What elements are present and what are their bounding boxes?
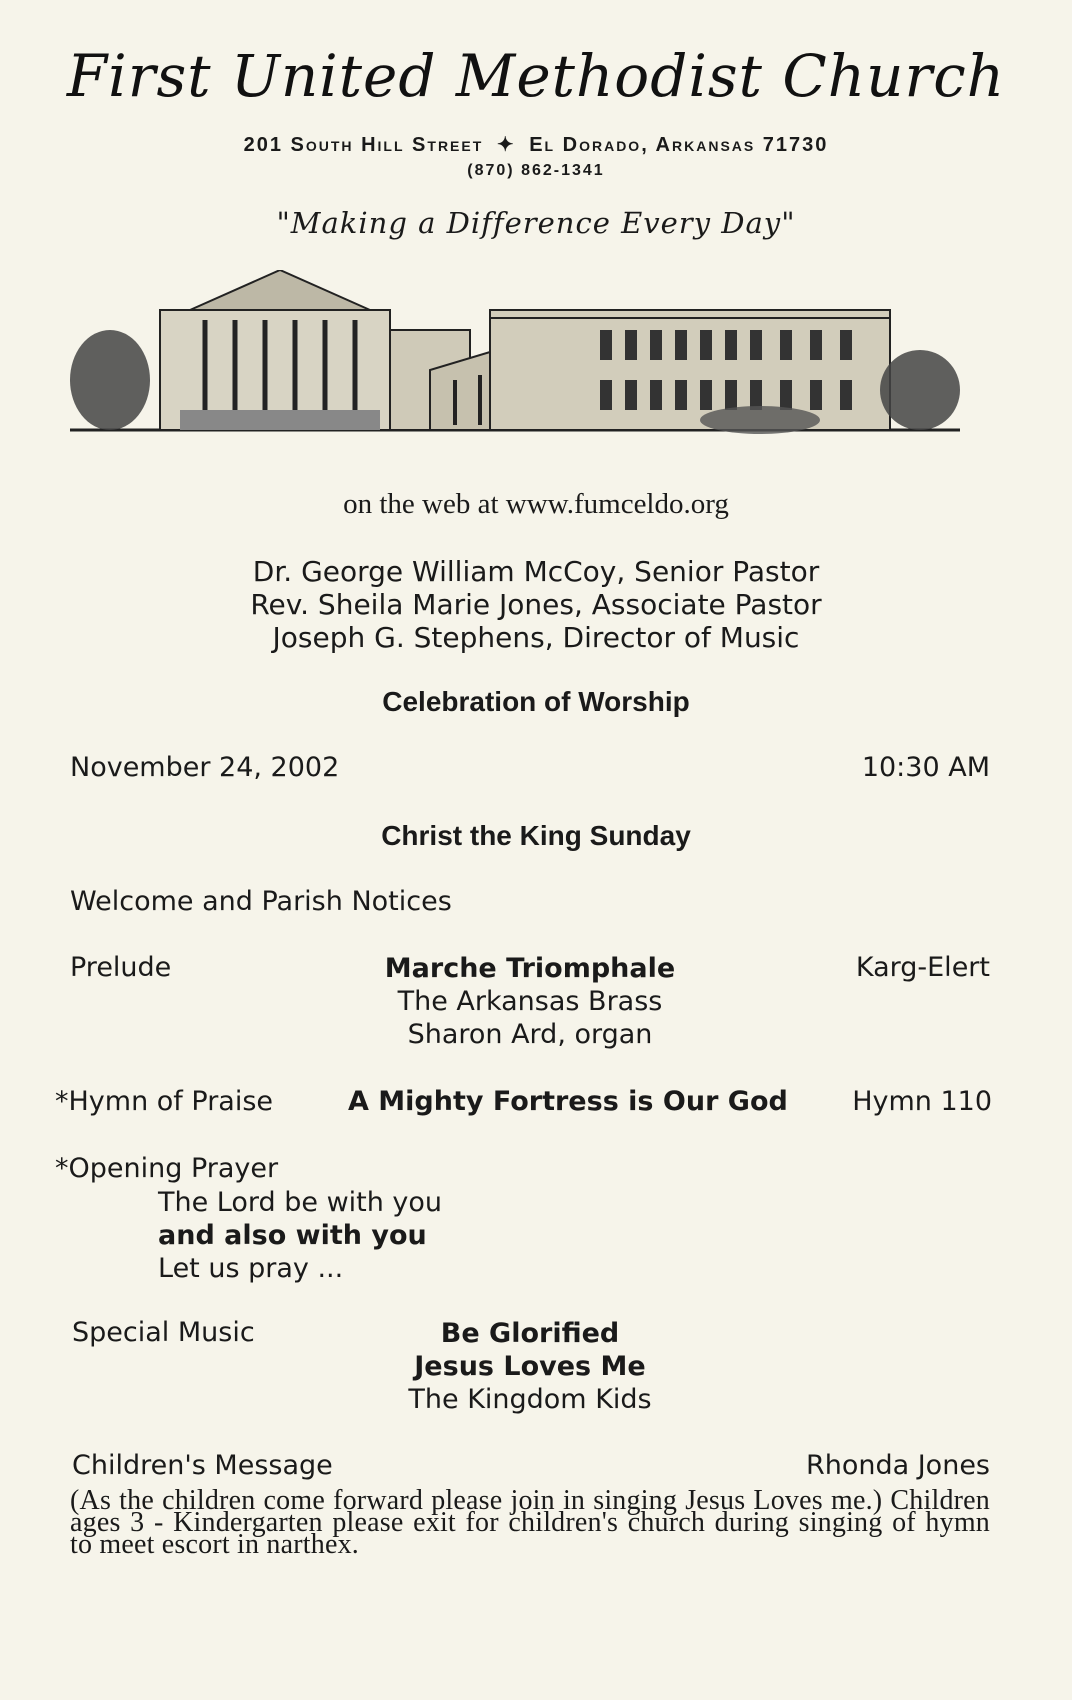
childrens-message-note: (As the children come forward please join in singing Jesus Loves me.) Children ages 3 - Kindergarten please exit for children's church during singing of hymn to meet escort in narthex. — [70, 1485, 990, 1560]
childrens-message-leader: Rhonda Jones — [805, 1450, 990, 1481]
prayer-responses — [158, 1186, 442, 1285]
service-title: Celebration of Worship — [382, 686, 690, 717]
prelude-details — [330, 952, 730, 1051]
church-address — [0, 132, 1072, 157]
staff-senior-pastor: Dr. George William McCoy, Senior Pastor — [252, 555, 820, 588]
staff-music-director: Joseph G. Stephens, Director of Music — [272, 621, 800, 654]
prelude-composer: Karg-Elert — [855, 952, 990, 983]
special-music-performer: The Kingdom Kids — [408, 1384, 652, 1415]
prayer-line-2: and also with you — [158, 1220, 427, 1251]
address-street: 201 South Hill Street — [243, 134, 484, 156]
service-time: 10:30 AM — [861, 752, 990, 783]
service-date: November 24, 2002 — [70, 752, 340, 783]
prayer-line-1: The Lord be with you — [158, 1187, 443, 1218]
star-icon: ✦ — [496, 134, 516, 156]
staff-associate-pastor: Rev. Sheila Marie Jones, Associate Pastor — [250, 588, 822, 621]
hymn-label: *Hymn of Praise — [55, 1086, 274, 1117]
website-line: on the web at www.fumceldo.org — [343, 488, 729, 520]
special-music-label: Special Music — [72, 1317, 255, 1348]
staff-list — [0, 555, 1072, 654]
hymn-title: A Mighty Fortress is Our God — [348, 1086, 788, 1117]
special-music-title-1: Be Glorified — [440, 1318, 620, 1349]
church-phone: (870) 862-1341 — [467, 162, 605, 179]
address-city: El Dorado, Arkansas 71730 — [529, 134, 829, 156]
hymn-number: Hymn 110 — [852, 1086, 992, 1117]
prelude-performer-brass: The Arkansas Brass — [397, 986, 663, 1017]
childrens-message-label: Children's Message — [72, 1450, 333, 1481]
prelude-title: Marche Triomphale — [384, 953, 676, 984]
prelude-label: Prelude — [70, 952, 172, 983]
special-music-title-2: Jesus Loves Me — [414, 1351, 646, 1382]
liturgical-day: Christ the King Sunday — [381, 820, 691, 851]
church-name: First United Methodist Church — [66, 42, 1006, 110]
prayer-label: *Opening Prayer — [55, 1153, 279, 1184]
church-building-illustration — [70, 270, 960, 480]
prelude-performer-organ: Sharon Ard, organ — [407, 1019, 653, 1050]
special-music-details — [330, 1317, 730, 1416]
church-motto: "Making a Difference Every Day" — [276, 206, 796, 240]
prayer-line-3: Let us pray ... — [158, 1253, 344, 1284]
welcome-item: Welcome and Parish Notices — [70, 886, 452, 917]
